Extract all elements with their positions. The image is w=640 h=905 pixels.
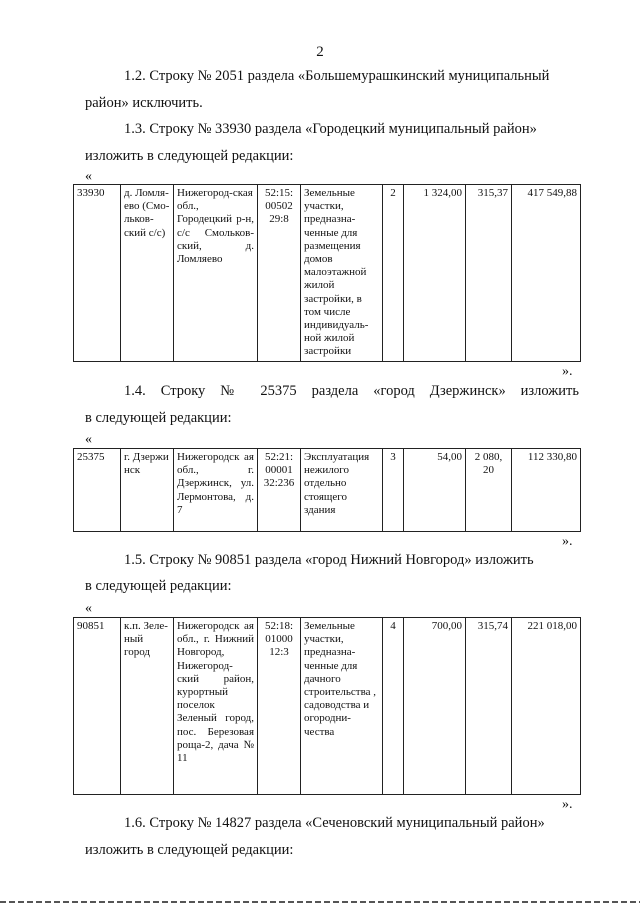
table-row <box>74 618 581 795</box>
paragraph-1-4-line2: в следующей редакции: <box>85 410 232 426</box>
cell-number: 25375 <box>74 449 121 532</box>
paragraph-1-2-line1: 1.2. Строку № 2051 раздела «Большемурашкинский муниципальный <box>124 68 550 84</box>
cell-category: Земельные участки, предназна-ченные для дачного строительства , садоводства и огородни-чества <box>301 618 383 795</box>
cell-cadastral: 52:18: 01000 12:3 <box>258 618 301 795</box>
table-90851 <box>73 617 581 795</box>
cell-category: Эксплуатация нежилого отдельно стоящего здания <box>301 449 383 532</box>
cell-number: 90851 <box>74 618 121 795</box>
paragraph-1-3-line2: изложить в следующей редакции: <box>85 148 294 164</box>
cell-category: Земельные участки, предназна-ченные для размещения домов малоэтажной жилой застройки, в том числе индивидуаль-ной жилой застройки <box>301 185 383 362</box>
open-quote-2: « <box>85 432 92 447</box>
table-row <box>74 185 581 362</box>
cell-locality: д. Ломля-ево (Смо-льков-ский с/с) <box>121 185 174 362</box>
close-quote-2: ». <box>562 534 573 549</box>
cell-value: 417 549,88 <box>512 185 581 362</box>
cell-address: Нижегород-ская обл., Городецкий р-н, с/с Смольков-ский, д. Ломляево <box>174 185 258 362</box>
table-25375 <box>73 448 581 532</box>
cell-value: 221 018,00 <box>512 618 581 795</box>
paragraph-1-3-line1: 1.3. Строку № 33930 раздела «Городецкий муниципальный район» <box>124 121 537 137</box>
cell-rate: 315,74 <box>466 618 512 795</box>
table-33930 <box>73 184 581 362</box>
cell-group: 2 <box>383 185 404 362</box>
cell-area: 54,00 <box>404 449 466 532</box>
table-row <box>74 449 581 532</box>
paragraph-1-2-line2: район» исключить. <box>85 95 203 111</box>
cell-cadastral: 52:21: 00001 32:236 <box>258 449 301 532</box>
cell-group: 3 <box>383 449 404 532</box>
close-quote-3: ». <box>562 797 573 812</box>
cell-area: 700,00 <box>404 618 466 795</box>
page-number: 2 <box>316 44 324 60</box>
close-quote-1: ». <box>562 364 573 379</box>
cell-value: 112 330,80 <box>512 449 581 532</box>
cell-locality: к.п. Зеле-ный город <box>121 618 174 795</box>
cell-number: 33930 <box>74 185 121 362</box>
paragraph-1-5-line2: в следующей редакции: <box>85 578 232 594</box>
paragraph-1-5-line1: 1.5. Строку № 90851 раздела «город Нижний Новгород» изложить <box>124 552 534 568</box>
cell-locality: г. Дзержи нск <box>121 449 174 532</box>
cell-address: Нижегородск ая обл., г. Нижний Новгород, Нижегород-ский район, курортный поселок Зеленый город, пос. Березовая роща-2, дача № 11 <box>174 618 258 795</box>
paragraph-1-6-line2: изложить в следующей редакции: <box>85 842 294 858</box>
open-quote-1: « <box>85 169 92 184</box>
cell-rate: 315,37 <box>466 185 512 362</box>
paragraph-1-4-line1: 1.4. Строку № 25375 раздела «город Дзержинск» изложить <box>124 383 579 399</box>
cell-cadastral: 52:15: 00502 29:8 <box>258 185 301 362</box>
scan-bottom-edge <box>0 901 640 903</box>
cell-rate: 2 080, 20 <box>466 449 512 532</box>
cell-group: 4 <box>383 618 404 795</box>
cell-address: Нижегородск ая обл., г. Дзержинск, ул. Лермонтова, д. 7 <box>174 449 258 532</box>
paragraph-1-6-line1: 1.6. Строку № 14827 раздела «Сеченовский муниципальный район» <box>124 815 545 831</box>
open-quote-3: « <box>85 601 92 616</box>
cell-area: 1 324,00 <box>404 185 466 362</box>
